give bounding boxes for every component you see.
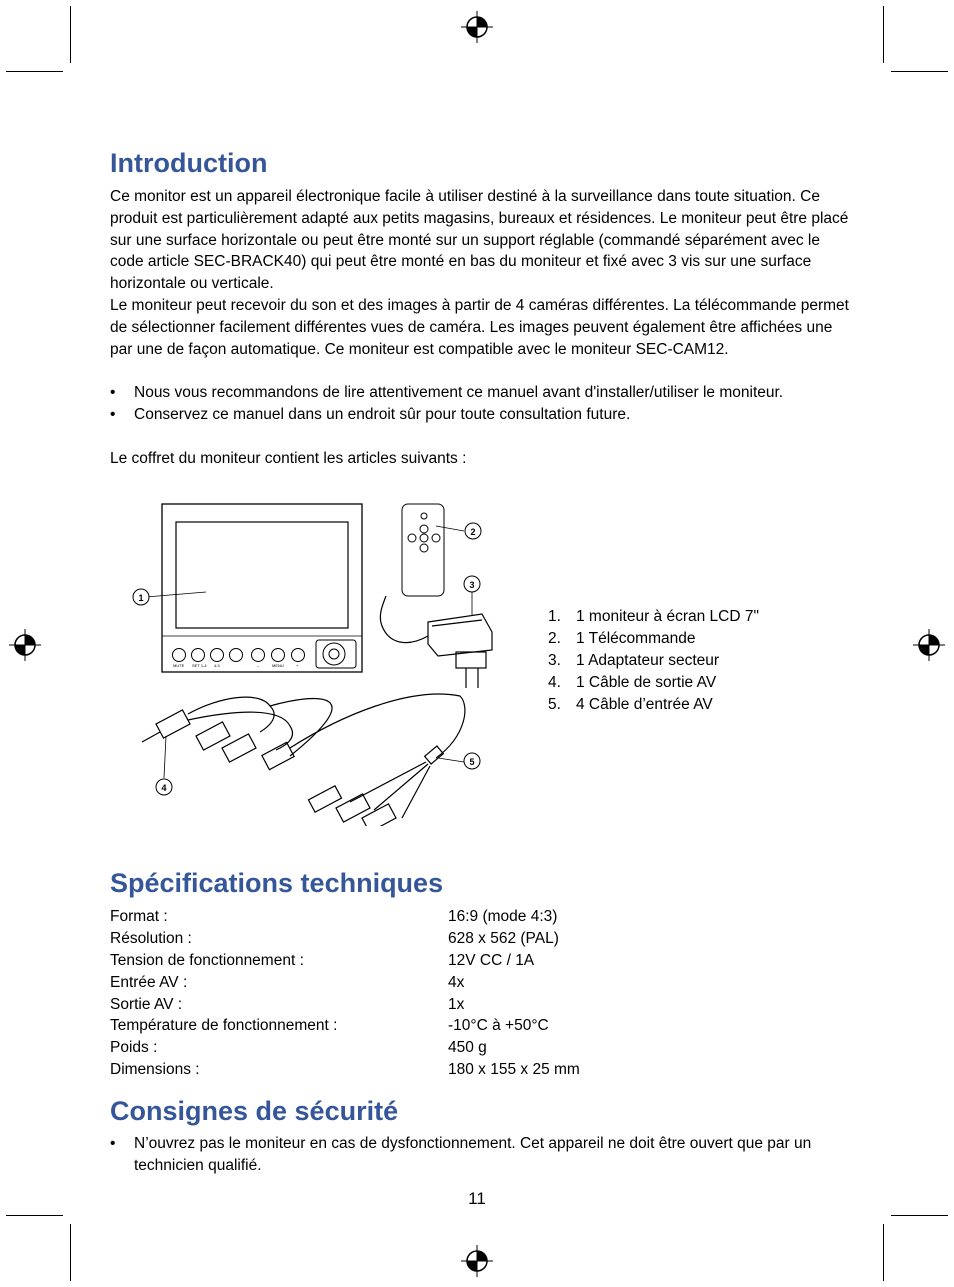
crop-mark [6,1215,63,1216]
crop-mark [883,6,884,63]
bullet-text: Conservez ce manuel dans un endroit sûr pour toute consultation future. [134,406,631,423]
table-row: Dimensions : 180 x 155 x 25 mm [110,1061,580,1079]
bullet-icon: • [110,384,116,401]
bullet-text: N’ouvrez pas le moniteur en cas de dysfonctionnement. Cet appareil ne doit être ouvert que par un technicien qualifié. [134,1135,812,1174]
callout-3 [464,576,480,592]
svg-text:1: 1 [138,593,144,603]
registration-mark-icon [461,1245,493,1277]
crop-mark [70,1224,71,1281]
svg-text:2: 2 [470,527,476,537]
callout-5 [464,753,480,769]
table-row: Poids : 450 g [110,1039,487,1057]
specs-heading: Spécifications techniques [110,868,444,898]
svg-text:5: 5 [469,757,475,767]
bullet-icon: • [110,406,116,423]
intro-paragraph-1: Ce monitor est un appareil électronique facile à utiliser destiné à la surveillance dans toute situation. Ce produit est particulièrement adapté aux petits magasins, bureaux et résidences. Le moniteur peut être placé sur une surface horizontale ou peut être monté sur un support réglable (commandé séparément avec le code article SEC-BRACK40) qui peut être monté en bas du moniteur et fixé avec 3 vis sur une surface horizontale ou verticale. [110,188,849,293]
button-label-menu: MENU [272,663,284,668]
registration-mark-icon [461,11,493,43]
button-label-set: SET 1-4 [192,663,207,668]
table-row: Température de fonctionnement : -10°C à +50°C [110,1017,549,1035]
safety-heading: Consignes de sécurité [110,1096,399,1126]
button-label-plus: + [296,663,299,668]
intro-paragraph-2: Le moniteur peut recevoir du son et des images à partir de 4 caméras différentes. La télécommande permet de sélectionner facilement différentes vues de caméra. Les images peuvent également être affichées une par une de façon automatique. Ce moniteur est compatible avec le moniteur SEC-CAM12. [110,297,849,358]
contents-intro: Le coffret du moniteur contient les articles suivants : [110,450,467,467]
button-label-ratio: 4:3 [214,663,220,668]
intro-bullet [110,382,850,404]
monitor-drawing [162,504,362,672]
safety-bullet [110,1133,850,1177]
crop-mark [883,1224,884,1281]
remote-control-drawing [402,504,444,596]
table-row: Tension de fonctionnement : 12V CC / 1A [110,951,535,969]
table-row: Sortie AV : 1x [110,995,465,1013]
registration-mark-icon [9,629,41,661]
callout-1 [133,589,149,605]
svg-text:3: 3 [469,580,475,590]
intro-heading: Introduction [110,148,268,178]
power-adapter-drawing [380,596,492,688]
package-contents-illustration [120,496,500,826]
bullet-icon: • [110,1135,116,1152]
specs-table [110,906,810,1081]
svg-text:4: 4 [161,783,167,793]
button-label-mute: MUTE [173,663,185,668]
crop-mark [891,71,948,72]
page-number: 11 [468,1189,486,1208]
av-input-cable-drawing [290,694,465,826]
table-row: Résolution : 628 x 562 (PAL) [110,929,559,947]
av-output-cable-drawing [142,697,332,769]
crop-mark [6,71,63,72]
button-label-minus: – [257,663,260,668]
crop-mark [891,1215,948,1216]
table-row: Entrée AV : 4x [110,973,465,991]
bullet-text: Nous vous recommandons de lire attentivement ce manuel avant d'installer/utiliser le moniteur. [134,384,784,401]
callout-4 [156,779,172,795]
table-row: Format : 16:9 (mode 4:3) [110,908,558,925]
intro-bullet [110,404,850,426]
registration-mark-icon [913,629,945,661]
crop-mark [70,6,71,63]
callout-2 [465,523,481,539]
